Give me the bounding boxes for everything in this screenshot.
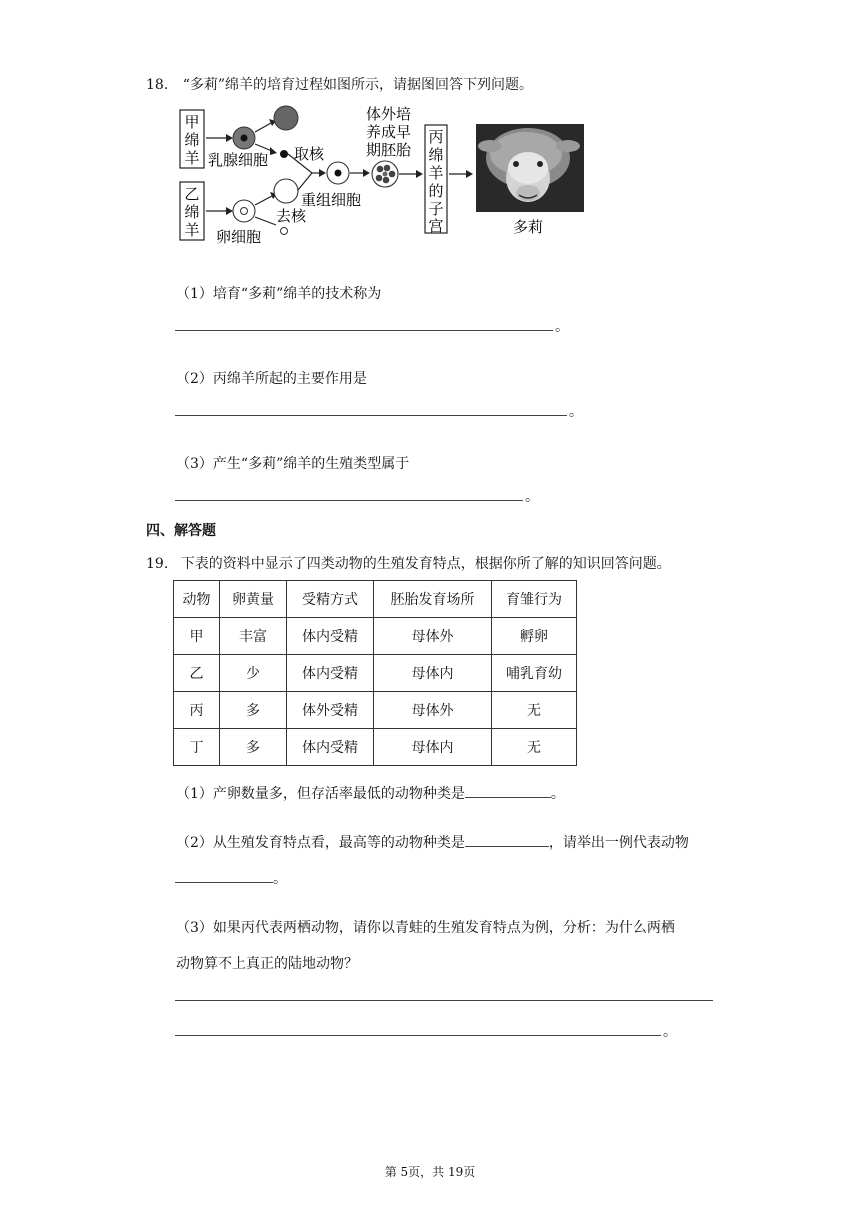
question-number: 19. [146,556,169,572]
sheep-b-char-2: 绵 [184,203,200,221]
table-cell: 体内受精 [287,618,374,655]
sheep-c-char-4: 的 [428,182,444,200]
page-footer: 第 5页，共 19页 [384,1165,476,1179]
q19-sub3-line2: 动物算不上真正的陆地动物？ [176,956,358,972]
table-row [174,692,577,729]
q19-sub2-middle: ，请举出一例代表动物 [548,835,689,851]
table-cell: 丙 [174,692,220,729]
cloning-diagram [176,98,596,250]
sheep-b-char-1: 乙 [184,185,200,203]
table-header-cell: 动物 [174,581,220,618]
donor-nucleus [280,150,288,158]
q19-sub3-line1: （3）如果丙代表两栖动物，请你以青蛙的生殖发育特点为例，分析：为什么两栖 [176,920,675,936]
enucleated-egg [274,179,298,203]
table-header-cell: 育雏行为 [492,581,577,618]
q19-sub2-text: （2）从生殖发育特点看，最高等的动物种类是 [176,835,465,851]
recombinant-cell-label: 重组细胞 [301,191,362,209]
sheep-c-char-5: 子 [428,200,444,218]
mammary-cell-label: 乳腺细胞 [208,151,269,169]
q19-sub1-answer-blank[interactable] [465,783,551,798]
dolly-sheep-photo [476,124,584,212]
q18-sub3-end: 。 [525,489,539,505]
table-cell: 哺乳育幼 [492,655,577,692]
table-cell: 丁 [174,729,220,766]
table-cell: 孵卵 [492,618,577,655]
table-row [174,618,577,655]
table-cell: 无 [492,729,577,766]
dolly-caption: 多莉 [513,218,544,236]
q18-sub2-end: 。 [569,404,583,420]
section-heading: 四、解答题 [146,523,216,539]
table-header-cell: 胚胎发育场所 [374,581,492,618]
removed-nucleus [281,228,288,235]
embryo-label-line-2: 养成早 [366,123,412,141]
table-cell: 丰富 [220,618,287,655]
q18-sub1: （1）培育“多莉”绵羊的技术称为 [176,286,382,302]
sheep-a-char-3: 羊 [184,149,200,167]
q19-sub2-answer-blank-2[interactable] [175,868,273,883]
q19-sub3-answer-line-1[interactable] [175,1000,713,1001]
q18-sub2: （2）丙绵羊所起的主要作用是 [176,371,367,387]
q18-sub3: （3）产生“多莉”绵羊的生殖类型属于 [176,456,410,472]
table-cell: 母体外 [374,692,492,729]
table-cell: 乙 [174,655,220,692]
question-18 [146,74,533,94]
early-embryo [372,161,398,187]
embryo-label-line-3: 期胚胎 [366,141,412,159]
table-cell: 母体内 [374,729,492,766]
q19-sub2-line2 [175,868,287,888]
cytoplasm-discarded [274,106,298,130]
q19-sub3-end: 。 [663,1024,677,1040]
egg-cell-label: 卵细胞 [216,228,262,246]
question-number: 18. [146,77,169,93]
q19-sub2 [176,832,689,852]
table-header-cell: 卵黄量 [220,581,287,618]
q18-sub1-end: 。 [555,319,569,335]
sheep-c-char-3: 羊 [428,164,444,182]
sheep-c-char-1: 丙 [428,128,444,146]
q19-sub1-text: （1）产卵数量多，但存活率最低的动物种类是 [176,786,465,802]
table-header-row [174,581,577,618]
take-nucleus-label: 取核 [294,145,325,163]
table-cell: 体内受精 [287,729,374,766]
sheep-a-char-1: 甲 [184,113,200,131]
sheep-c-char-6: 宫 [428,217,444,235]
q19-sub1-end: 。 [550,786,565,802]
table-cell: 体外受精 [287,692,374,729]
q19-sub1 [176,783,565,803]
table-cell: 母体内 [374,655,492,692]
question-19 [146,553,671,573]
table-cell: 多 [220,692,287,729]
sheep-b-char-3: 羊 [184,221,200,239]
table-row [174,655,577,692]
table-cell: 多 [220,729,287,766]
table-cell: 体内受精 [287,655,374,692]
sheep-c-char-2: 绵 [428,146,444,164]
table-cell: 少 [220,655,287,692]
table-cell: 甲 [174,618,220,655]
reproduction-table [173,580,577,766]
table-cell: 无 [492,692,577,729]
table-header-cell: 受精方式 [287,581,374,618]
q19-sub2-end: 。 [273,871,287,887]
question-stem: 下表的资料中显示了四类动物的生殖发育特点，根据你所了解的知识回答问题。 [180,556,671,572]
table-cell: 母体外 [374,618,492,655]
q18-sub1-answer-blank[interactable] [175,330,553,331]
table-row [174,729,577,766]
embryo-label-line-1: 体外培 [366,105,412,123]
q19-sub2-answer-blank-1[interactable] [465,832,549,847]
question-stem: “多莉”绵羊的培育过程如图所示，请据图回答下列问题。 [182,77,534,93]
q18-sub2-answer-blank[interactable] [175,415,567,416]
sheep-a-char-2: 绵 [184,131,200,149]
remove-nucleus-label: 去核 [276,207,307,225]
q18-sub3-answer-blank[interactable] [175,500,523,501]
q19-sub3-answer-line-2[interactable] [175,1035,661,1036]
